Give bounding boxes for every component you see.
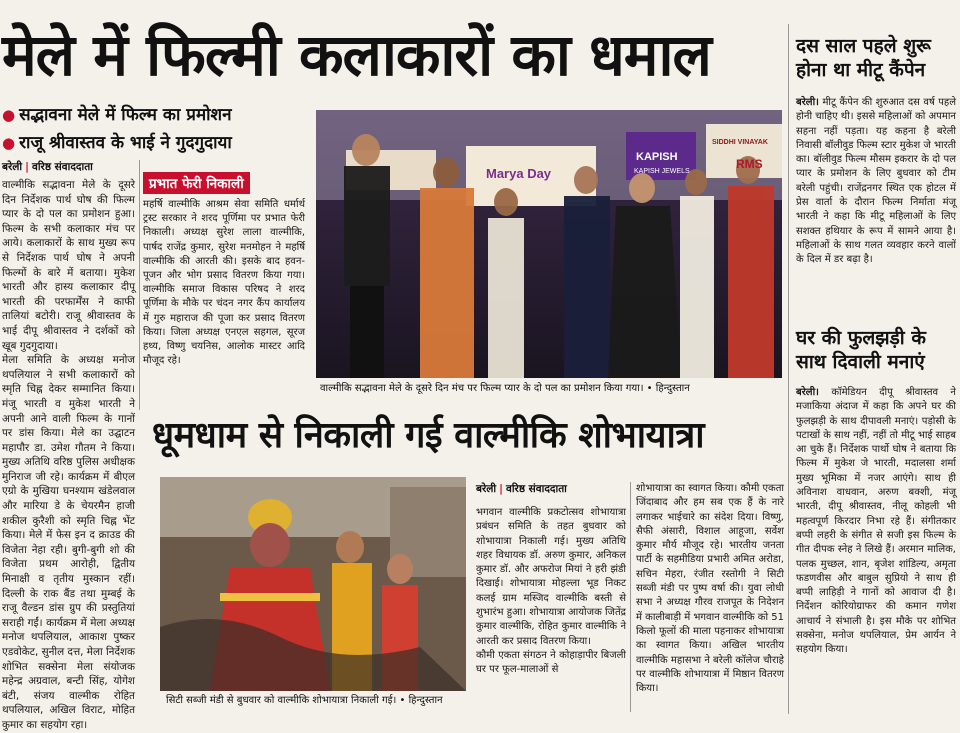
- column-divider: [139, 160, 140, 410]
- sidebar-bottom-body: [796, 386, 956, 714]
- main-story-body: वाल्मीकि सद्भावना मेले के दूसरे दिन निर्देशक पार्थ घोष की फिल्म प्यार के दो पल का प्रमोशन हुआ। फिल्म के सभी कलाकार मंच पर आये। कलाकारों के साथ मुख्य रूप से निर्देशक पार्थ घोष ने अपनी फिल्मों के बारे में बताया। मुकेश भारती और हास्य कलाकार दीपू भारती की परफार्मेंस ने काफी तालियां बटोरी। राजू श्रीवास्तव के भाई दीपू श्रीवास्तव ने दर्शकों को खूब गुदगुदाया। मेला समिति के अध्यक्ष मनोज थपलियाल ने सभी कलाकारों को स्मृति चिह्न देकर सम्मानित किया। मंजू भारती व मुकेश भारती ने अपनी आने वाली फिल्म के गानों पर डांस किया। मेले का उद्घाटन महापौर डा. उमेश गौतम ने किया। मुख्य अतिथि वरिष्ठ पुलिस अधीक्षक मुनिराज जी रहे। कार्यक्रम में बीएल एग्रो के मुखिया घनश्याम खंडेलवाल और मारिया डे के चेयरमैन हाजी शकील कुरैशी को स्मृति चिह्न भेंट किया। मेले में फेस इन द क्राउड की विजेता नेहा रही। बुगी-बुगी शो की विजेता प्रथम आरोही, द्वितीय मिनाक्षी व तृतीय मुस्कान रहीं। दिल्ली के राक बैंड तथा मुम्बई के राजू वैल्डन डांस ग्रुप की प्रस्तुतियां सराही गईं। कार्यक्रम में मेला अध्यक्ष मनोज थपलियाल, आकाश पुष्कर एडवोकेट, सुनील दत्त, मेला निर्देशक शोभित सक्सेना मेला संयोजक महेन्द्र अग्रवाल, बन्टी सिंह, योगेश बंटी, संजय वाल्मीक रोहित थपलियाल, अखिल विराट, मोहित कुमार का सहयोग रहा।: [2, 179, 136, 731]
- banner-siddhi: SIDDHI VINAYAK: [712, 139, 768, 146]
- shobhayatra-byline: बरेली | वरिष्ठ संवाददाता: [476, 483, 567, 495]
- subhead-2-text: राजू श्रीवास्तव के भाई ने गुदगुदाया: [19, 133, 232, 153]
- byline-author: वरिष्ठ संवाददाता: [505, 483, 567, 495]
- column-divider: [630, 482, 631, 712]
- subhead-1: [2, 104, 232, 126]
- shobhayatra-photo-graphic: [160, 477, 466, 691]
- shobhayatra-photo: [160, 477, 466, 691]
- banner-kapish-jewels: KAPISH JEWELS: [634, 168, 690, 175]
- subhead-2: [2, 132, 232, 154]
- prabhat-box: [143, 172, 305, 412]
- banner-marya: Marya Day: [486, 166, 552, 181]
- bullet-icon: ●: [2, 106, 16, 124]
- subhead-1-text: सद्भावना मेले में फिल्म का प्रमोशन: [19, 105, 232, 125]
- sidebar-bottom-headline: घर की फुलझड़ी के साथ दिवाली मनाएं: [796, 327, 926, 373]
- shobhayatra-photo-caption: सिटी सब्जी मंडी से बुधवार को वाल्मीकि शोभायात्रा निकाली गई। • हिन्दुस्तान: [166, 695, 443, 706]
- sidebar-bottom-byline: बरेली।: [796, 387, 819, 398]
- sidebar-top-byline: बरेली।: [796, 97, 819, 108]
- stage-photo-caption: वाल्मीकि सद्भावना मेले के दूसरे दिन मंच पर फिल्म प्यार के दो पल का प्रमोशन किया गया। • हिन्दुस्तान: [320, 383, 690, 394]
- banner-kapish: KAPISH: [636, 151, 678, 163]
- shobhayatra-col-2: शोभायात्रा का स्वागत किया। कौमी एकता जिंदाबाद और हम सब एक हैं के नारे लगाकर भाईचारे का संदेश दिया। विष्णु, सैफी अंसारी, विशाल आहूजा, सर्वेश कुमार मौर्य मौजूद रहे। भारतीय जनता पार्टी के सहमीडिया प्रभारी अमित अरोडा, सचिन मेहरा, रंजीत रस्तोगी ने सिटी सब्जी मंडी पर पुष्प वर्षा की। युवा लोधी सभा ने अध्यक्ष गौरव राजपूत के निदेशन में कालीबाड़ी में भगवान वाल्मीकि को 51 किलो फूलों की माला पहनाकर शोभायात्रा का स्वागत किया। अखिल भारतीय वाल्मीकि महासभा ने बरेली कॉलेज चौराहे पर वाल्मीकि शोभायात्रा में मिष्ठान वितरण किया।: [636, 483, 784, 695]
- sidebar-top-body: [796, 96, 956, 306]
- sidebar-top-headline: दस साल पहले शुरू होना था मीटू कैंपेन: [796, 35, 931, 81]
- bullet-icon: ●: [2, 134, 16, 152]
- prabhat-body: महर्षि वाल्मीकि आश्रम सेवा समिति धर्मार्थ ट्रस्ट सरकार ने शरद पूर्णिमा पर प्रभात फेरी निकाली। अध्यक्ष सुरेश लाला वाल्मीकि, पार्षद राजेंद्र कुमार, सुरेश मनमोहन ने महर्षि वाल्मीकि की आरती की। इसके बाद हवन-पूजन और भोग प्रसाद वितरण किया गया। वाल्मीकि समाज विकास परिषद ने शरद पूर्णिमा के मौके पर चंदन नगर कैंप कार्यालय में गुरु महाराज की पूजा कर प्रसाद वितरण किया। जिला अध्यक्ष एनएल सहगल, सूरज हथ्य, विष्णु चयनिस, आलोक मास्टर आदि मौजूद रहे।: [143, 199, 305, 367]
- main-headline: मेले में फिल्मी कलाकारों का धमाल: [2, 21, 711, 89]
- byline-author: वरिष्ठ संवाददाता: [31, 161, 93, 173]
- byline-place: बरेली: [476, 483, 497, 495]
- sidebar-bottom-text: कॉमेडियन दीपू श्रीवास्तव ने मजाकिया अंदाज में कहा कि अपने घर की फुलझड़ी के साथ दीपावली मनाएं। पड़ोसी के पटाखों के साथ नहीं, नहीं तो मीटू भाई साहब आ चुके हैं। निर्देशक पार्थो घोष ने बताया कि फिल्म में मुकेश जे भारती, मदालसा शर्मा मुख्य भूमिका में नजर आएंगे। साथ ही अविनाश वाधवान, अरुण बक्शी, मंजू भारती, दीपू श्रीवास्तव, नीलू कोहली भी महत्वपूर्ण किरदार निभा रहे हैं। संगीतकार बप्पी लहरी के संगीत से सजी इस फिल्म के गीत दीपक स्नेह ने लिखे हैं। अरमान मालिक, पलक मुच्छल, शान, बृजेश शांडिल्य, अमृता फडणवीस और बाबुल सुप्रियो ने साथ ही बप्पी लाहिड़ी ने गानों को आवाज दी है। निर्देशन कोरियोग्राफर की कमान गणेश आचार्य ने संभाली है। इस मौके पर शोभित सक्सेना, मनोज थपलियाल, प्रेम आर्यन ने सहयोग किया।: [796, 387, 956, 656]
- shobhayatra-headline: धूमधाम से निकाली गई वाल्मीकि शोभायात्रा: [152, 415, 705, 456]
- prabhat-title: प्रभात फेरी निकाली: [143, 172, 250, 194]
- stage-photo-graphic: [316, 110, 782, 378]
- byline-place: बरेली: [2, 161, 23, 173]
- banner-rms: RMS: [736, 157, 763, 171]
- stage-photo: [316, 110, 782, 378]
- shobhayatra-col-1: भगवान वाल्मीकि प्रकटोत्सव शोभायात्रा प्रबंधन समिति के तहत बुधवार को शोभायात्रा निकाली गई। मुख्य अतिथि शहर विधायक डॉ. अरुण कुमार, अनिकल कुमार डॉ. और अफरोज मियां ने हरी झंडी दिखाई। शोभायात्रा मोहल्ला भूड निकट कलई ग्राम मस्जिद वाल्मीकि बस्ती से शुभारंभ हुआ। शोभायात्रा आयोजक जितेंद्र कुमार वाल्मीकि, रोहित कुमार वाल्मीकि ने आरती कर प्रसाद वितरण किया। कौमी एकता संगठन ने कोहाड़ापीर बिजली घर पर फूल-मालाओं से: [476, 507, 626, 676]
- sidebar-divider: [788, 24, 789, 714]
- sidebar-top-text: मीटू कैंपेन की शुरुआत दस वर्ष पहले होनी चाहिए थी। इससे महिलाओं को अपमान सहना नहीं पड़ता। यह कहना है बरेली निवासी बॉलीवुड फिल्म स्टार मुकेश जे भारती का। बॉलीवुड फिल्म मौसम इकरार के दो पल प्यार के प्रमोशन के लिए बुधवार को टीम बरेली पहुंची। राजेंद्रनगर स्थित एक होटल में प्रेस वार्ता के दौरान फिल्म निर्माता मंजू भारती ने कहा कि मीटू महिलाओं के लिए सशक्त हथियार के रूप में सामने आया है। महिलाओं के साथ गलत व्यवहार करने वालों के दिल में डर बढ़ा है।: [796, 97, 956, 266]
- main-byline: बरेली | वरिष्ठ संवाददाता: [2, 161, 93, 173]
